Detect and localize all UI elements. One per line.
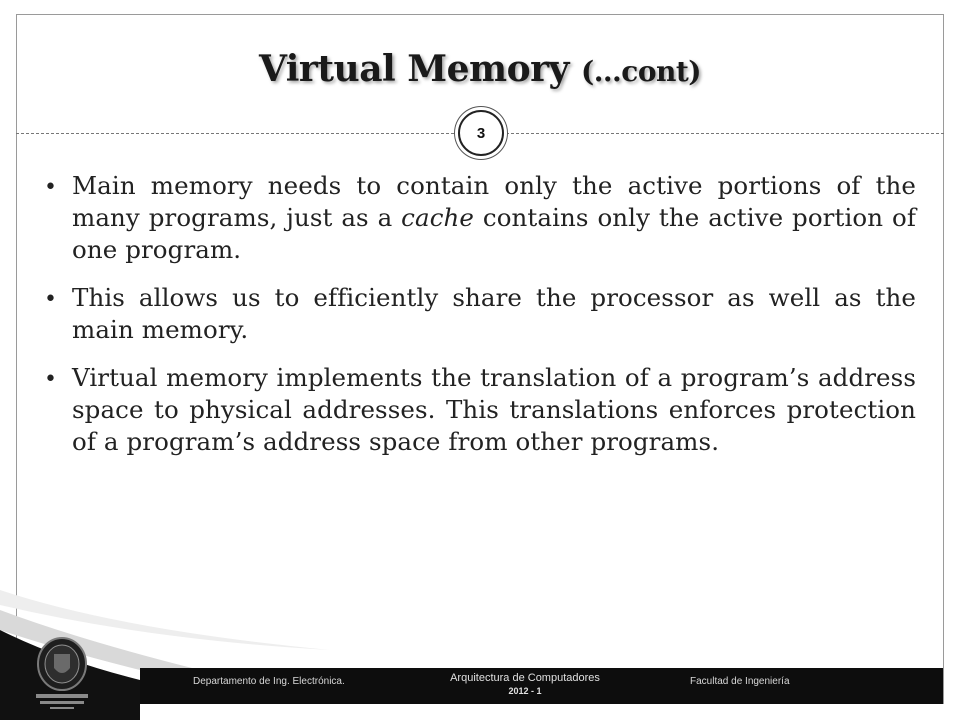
footer-course: [400, 672, 650, 698]
university-seal-logo: [30, 636, 94, 714]
bullet-text: Virtual memory implements the translation of a program’s address space to physical addresses. This translations enforces protection of a program’s address space from other programs.: [72, 363, 916, 456]
list-item: [44, 170, 916, 266]
bullet-list: [44, 170, 916, 474]
list-item: [44, 362, 916, 458]
slide-title-suffix: (…cont): [581, 55, 702, 88]
page-number-badge: [458, 110, 504, 156]
slide-title: [0, 48, 960, 90]
slide-title-main: Virtual Memory: [258, 48, 569, 90]
bullet-text: This allows us to efficiently share the processor as well as the main memory.: [72, 283, 916, 344]
bullet-icon: •: [44, 367, 57, 392]
bullet-icon: •: [44, 175, 57, 200]
footer-course-term: 2012 - 1: [508, 686, 542, 696]
page-number: 3: [476, 124, 486, 142]
bullet-icon: •: [44, 287, 57, 312]
bullet-text: Main memory needs to contain only the active portions of the many programs, just as a cache contains only the active portion of one program.: [72, 171, 917, 264]
footer-course-name: Arquitectura de Computadores: [450, 672, 600, 684]
list-item: [44, 282, 916, 346]
footer-faculty: Facultad de Ingeniería: [690, 676, 790, 687]
footer-department: Departamento de Ing. Electrónica.: [193, 676, 345, 687]
